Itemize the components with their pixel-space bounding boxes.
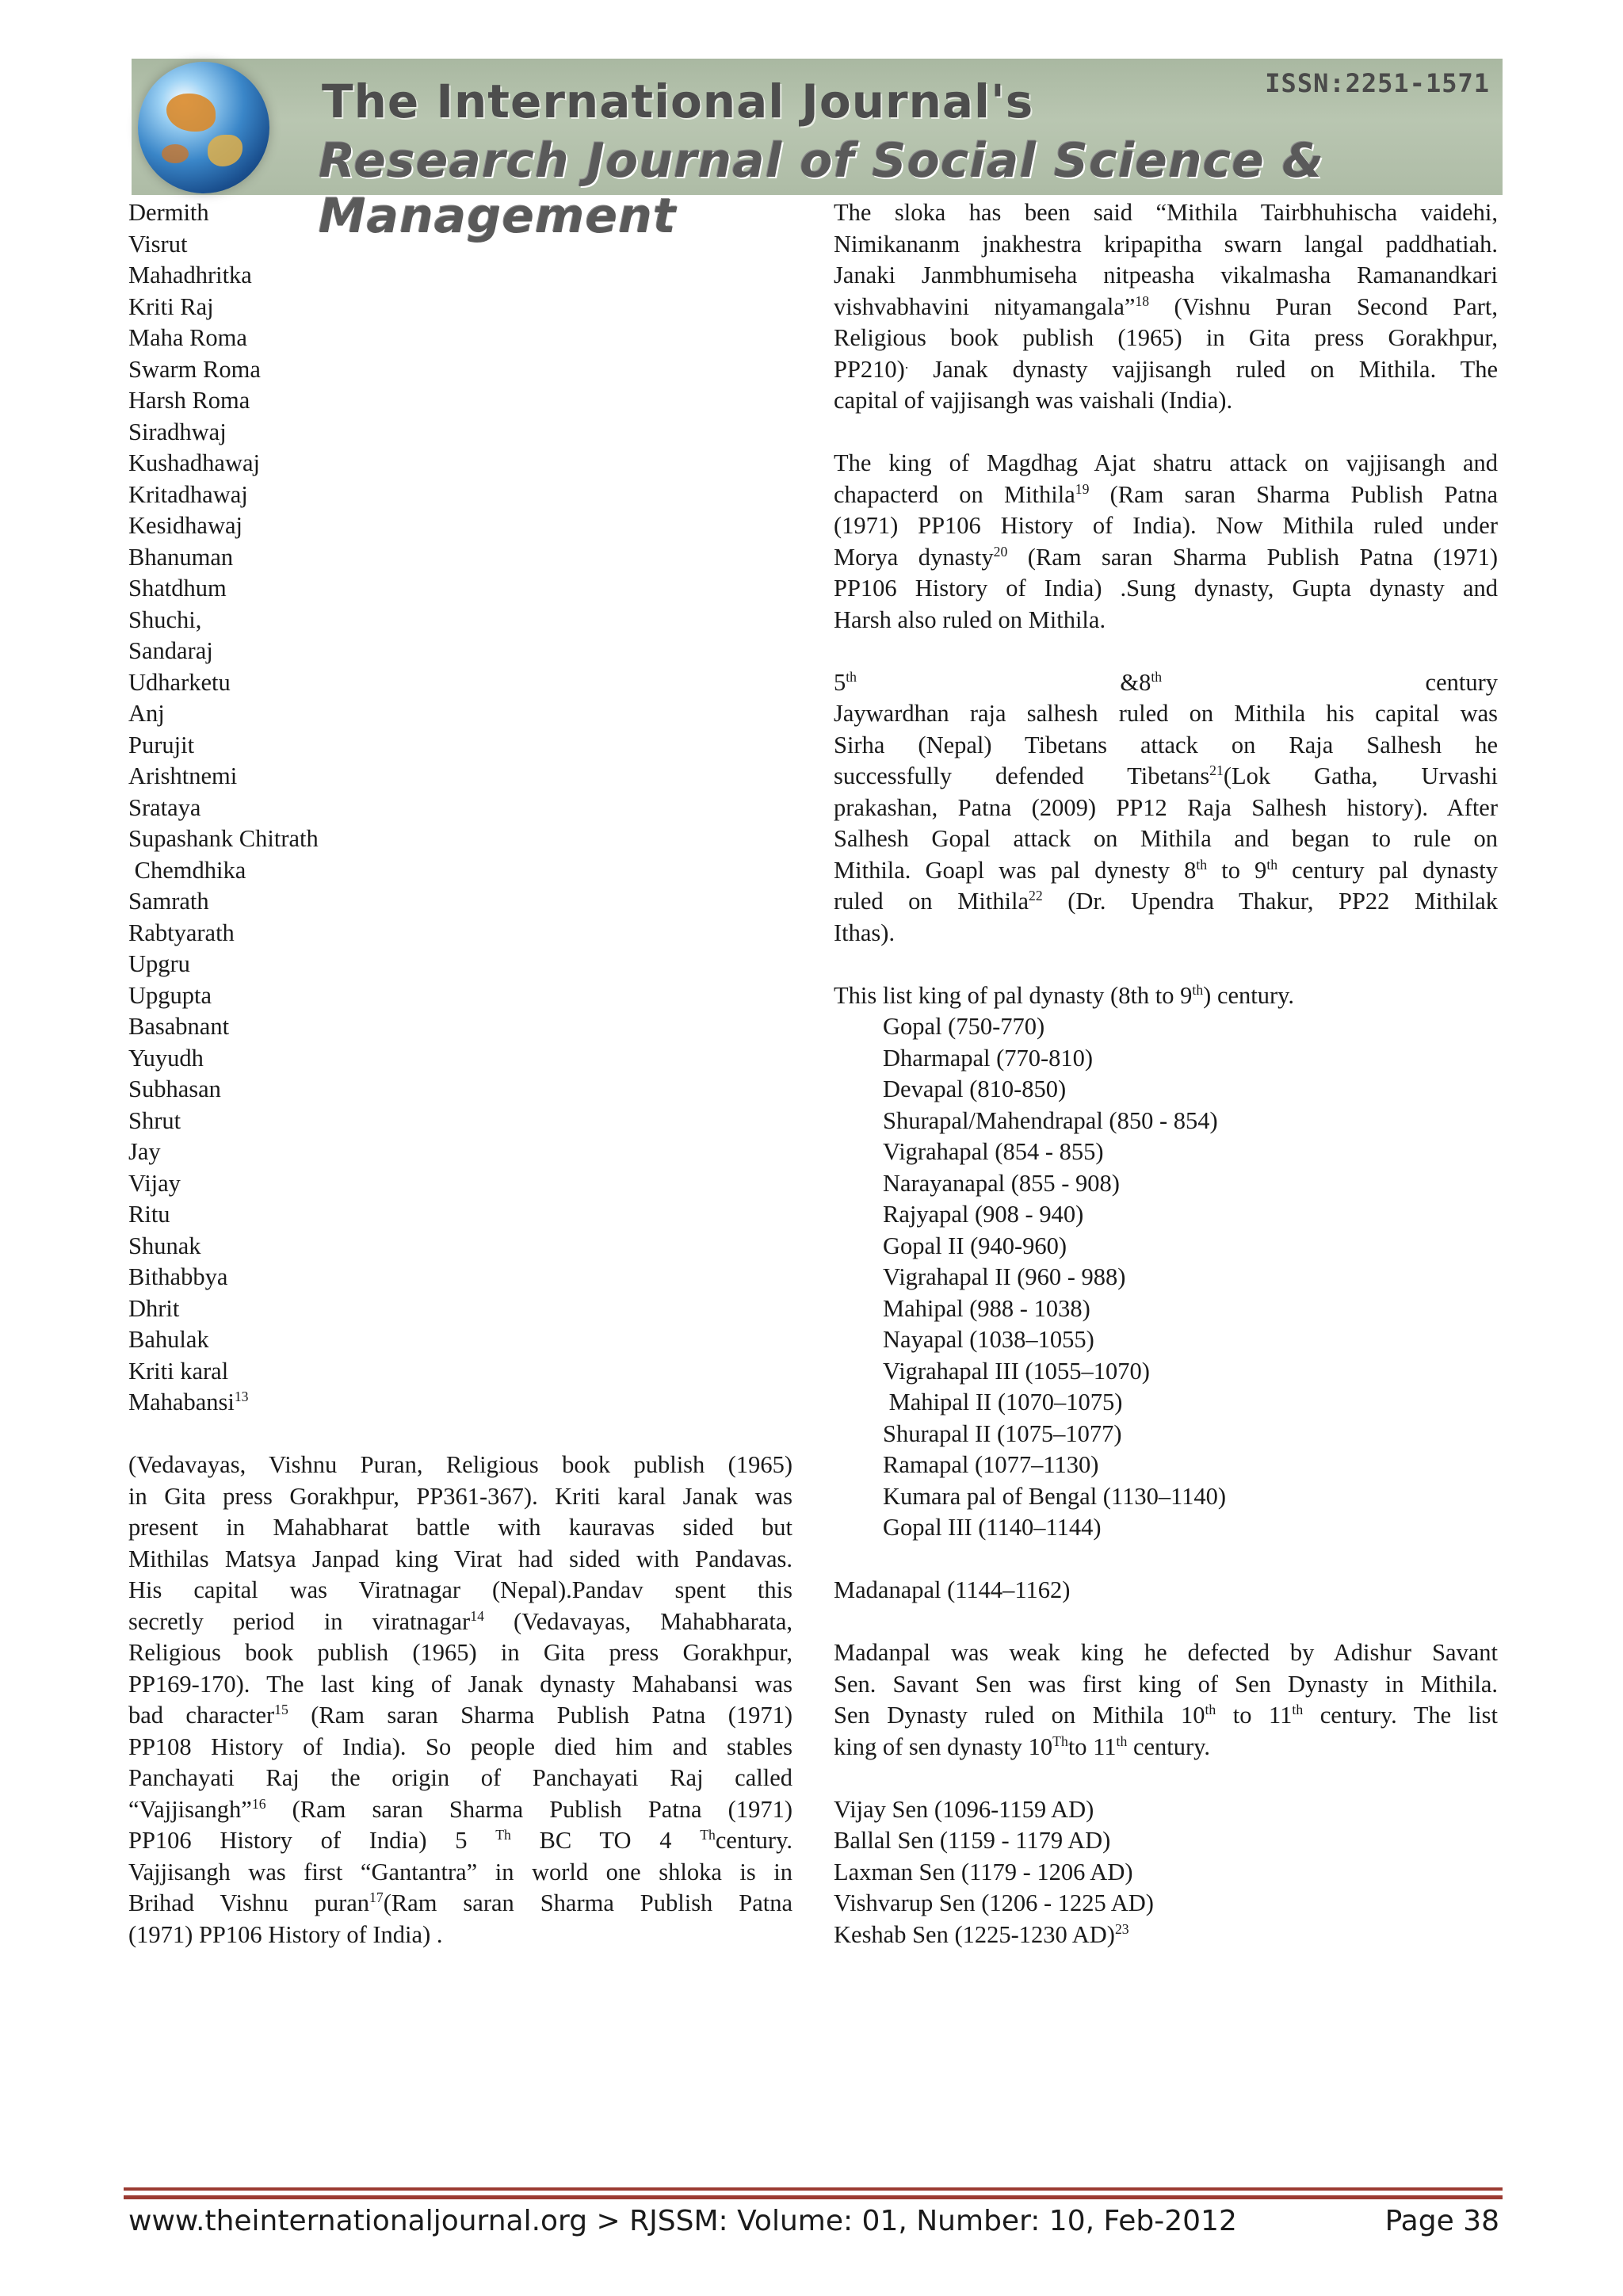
footnote-ref: 22 bbox=[1029, 887, 1043, 904]
footnote-ref: 17 bbox=[369, 1889, 384, 1905]
king-list-item: Supashank Chitrath bbox=[128, 825, 319, 852]
footnote-ref: 23 bbox=[1114, 1920, 1129, 1937]
footnote-ref: 16 bbox=[251, 1795, 266, 1812]
king-list-item: Samrath bbox=[128, 888, 209, 915]
king-list-item: Visrut bbox=[128, 230, 188, 258]
sloka-paragraph: The sloka has been said “Mithila Tairbhuhischa vaidehi, Nimikananm jnakhestra kripapitha swarn langal paddhatiah. Janaki Janmbhumiseha nitpeasha vikalmasha Ramanandkari vishvabhavini nityamangala”$^{18}$ (Vishnu Puran Second Part, Religious book publish (1965) in Gita press Gorakhpur, PP210). Janak dynasty vajjisangh ruled on Mithila. The capital of vajjisangh was vaishali (India). bbox=[834, 199, 1498, 414]
king-list-item: Swarm Roma bbox=[128, 355, 261, 383]
pal-king-item: Devapal (810-850) bbox=[883, 1075, 1067, 1102]
king-list-item: Bahulak bbox=[128, 1326, 209, 1353]
footer-rule bbox=[124, 2187, 1503, 2191]
king-list-item: Ritu bbox=[128, 1201, 170, 1228]
king-list-item: Shatdhum bbox=[128, 575, 227, 602]
king-list-item: Kushadhawaj bbox=[128, 449, 261, 476]
pal-king-item: Mahipal (988 - 1038) bbox=[883, 1294, 1090, 1322]
king-list-item: Chemdhika bbox=[128, 856, 246, 884]
king-list-item: Dermith bbox=[128, 199, 209, 226]
footnote-ref: 14 bbox=[470, 1607, 484, 1624]
pal-king-item: Gopal (750-770) bbox=[883, 1013, 1045, 1040]
page-number: Page 38 bbox=[1384, 2205, 1499, 2237]
king-list-item: Kriti Raj bbox=[128, 292, 214, 320]
pal-king-item: Vigrahapal III (1055–1070) bbox=[883, 1357, 1150, 1385]
left-column bbox=[128, 197, 792, 1950]
king-list-item: Purujit bbox=[128, 731, 195, 758]
king-list-item: Anj bbox=[128, 700, 165, 727]
footnote-ref: 18 bbox=[1135, 292, 1150, 309]
king-list-item: Vijay bbox=[128, 1169, 181, 1197]
globe-logo-icon bbox=[138, 62, 269, 193]
pal-king-item: Rajyapal (908 - 940) bbox=[883, 1201, 1084, 1228]
pal-king-item: Gopal III (1140–1144) bbox=[883, 1514, 1102, 1541]
pal-king-item: Dharmapal (770-810) bbox=[883, 1044, 1094, 1072]
footnote-ref: 19 bbox=[1075, 480, 1090, 497]
king-list-item: Srataya bbox=[128, 793, 201, 821]
king-list-item: Subhasan bbox=[128, 1075, 221, 1102]
madanapal-line: Madanapal (1144–1162) bbox=[834, 1576, 1071, 1603]
footnote-ref: 13 bbox=[234, 1388, 249, 1404]
king-list-item: Yuyudh bbox=[128, 1044, 204, 1072]
pal-king-item: Gopal II (940-960) bbox=[883, 1232, 1067, 1259]
king-list-item: Shuchi, bbox=[128, 606, 202, 633]
sen-paragraph: Madanpal was weak king he defected by Adishur Savant Sen. Savant Sen was first king of Sen Dynasty in Mithila. Sen Dynasty ruled on Mithila 10th to 11th century. The list king of sen dynasty 10Thto 11th century. bbox=[834, 1639, 1498, 1760]
left-paragraph: (Vedavayas, Vishnu Puran, Religious book publish (1965) in Gita press Gorakhpur, PP361-367). Kriti karal Janak was present in Mahabharat battle with kauravas sided but Mithilas Matsya Janpad king Virat had sided with Pandavas. His capital was Viratnagar (Nepal).Pandav spent this secretly period in viratnagar$^{14}$ (Vedavayas, Mahabharata, Religious book publish (1965) in Gita press Gorakhpur, PP169-170). The last king of Janak dynasty Mahabansi was bad character$^{15}$ (Ram saran Sharma Publish Patna (1971) PP108 History of India). So people died him and stables Panchayati Raj the origin of Panchayati Raj called “Vajjisangh”$^{16}$ (Ram saran Sharma Publish Patna (1971) PP106 History of India) 5 $^{Th}$ BC TO 4 $^{Th}$century. Vajjisangh was first “Gantantra” in world one shloka is in Brihad Vishnu puran$^{17}$(Ram saran Sharma Publish Patna (1971) PP106 History of India) . bbox=[128, 1451, 793, 1948]
king-list-item: Maha Roma bbox=[128, 324, 247, 351]
issn-label: ISSN:2251-1571 bbox=[1265, 68, 1490, 98]
pal-king-item: Vigrahapal II (960 - 988) bbox=[883, 1263, 1126, 1290]
king-list-item: Kesidhawaj bbox=[128, 512, 242, 539]
king-list-item: Dhrit bbox=[128, 1294, 180, 1322]
king-list-item: Upgupta bbox=[128, 981, 212, 1009]
journal-subtitle: Research Journal of Social Science & Management bbox=[319, 133, 1325, 244]
king-list-item: Harsh Roma bbox=[128, 387, 250, 414]
king-list-item: Mahadhritka bbox=[128, 262, 252, 288]
pal-king-item: Kumara pal of Bengal (1130–1140) bbox=[883, 1482, 1227, 1510]
sen-king-item: Vishvarup Sen (1206 - 1225 AD) bbox=[834, 1889, 1154, 1916]
king-list-item: Udharketu bbox=[128, 668, 231, 696]
sen-king-item: Vijay Sen (1096-1159 AD) bbox=[834, 1795, 1094, 1823]
king-list-item: Kriti karal bbox=[128, 1357, 229, 1385]
pal-king-item: Mahipal II (1070–1075) bbox=[883, 1389, 1123, 1415]
pal-king-item: Vigrahapal (854 - 855) bbox=[883, 1138, 1104, 1165]
king-list-item: Kritadhawaj bbox=[128, 480, 248, 508]
sen-king-list bbox=[834, 1794, 1498, 1920]
pal-list-intro: This list king of pal dynasty (8th to 9th) century. bbox=[834, 981, 1295, 1009]
king-list-item: Jay bbox=[128, 1138, 161, 1165]
footnote-ref: 20 bbox=[993, 543, 1008, 560]
footer-citation: www.theinternationaljournal.org > RJSSM: Volume: 01, Number: 10, Feb-2012 bbox=[128, 2205, 1237, 2237]
king-list-item: Basabnant bbox=[128, 1013, 230, 1040]
sen-king-item: Keshab Sen (1225-1230 AD)$^{23}$ bbox=[834, 1920, 1129, 1948]
king-list-item: Shunak bbox=[128, 1232, 201, 1259]
janak-king-list bbox=[128, 197, 792, 1387]
magadh-paragraph: The king of Magdhag Ajat shatru attack on vajjisangh and chapacterd on Mithila$^{19}$ (Ram saran Sharma Publish Patna (1971) PP106 History of India). Now Mithila ruled under Morya dynasty$^{20}$ (Ram saran Sharma Publish Patna (1971) PP106 History of India) .Sung dynasty, Gupta dynasty and Harsh also ruled on Mithila. bbox=[834, 449, 1498, 633]
king-list-item: Bhanuman bbox=[128, 543, 234, 571]
pal-king-item: Ramapal (1077–1130) bbox=[883, 1451, 1099, 1478]
king-list-item: Arishtnemi bbox=[128, 762, 238, 789]
footnote-ref: 15 bbox=[274, 1701, 288, 1717]
journal-title: The International Journal's bbox=[322, 74, 1034, 128]
pal-king-item: Nayapal (1038–1055) bbox=[883, 1326, 1094, 1353]
king-list-item: Upgru bbox=[128, 950, 190, 977]
king-list-item: Mahabansi$^{13}$ bbox=[128, 1388, 249, 1415]
king-list-item: Sandaraj bbox=[128, 637, 213, 664]
footnote-ref: 21 bbox=[1209, 762, 1224, 778]
king-list-item: Rabtyarath bbox=[128, 919, 235, 946]
pal-king-item: Shurapal II (1075–1077) bbox=[883, 1419, 1122, 1447]
salhesh-paragraph: 5th &8th century Jaywardhan raja salhesh ruled on Mithila his capital was Sirha (Nepal) Tibetans attack on Raja Salhesh he successfully defended Tibetans$^{21}$(Lok Gatha, Urvashi prakashan, Patna (2009) PP12 Raja Salhesh history). After Salhesh Gopal attack on Mithila and began to rule on Mithila. Goapl was pal dynesty 8th to 9th century pal dynasty ruled on Mithila$^{22}$ (Dr. Upendra Thakur, PP22 Mithilak Ithas). bbox=[834, 668, 1499, 946]
king-list-item: Siradhwaj bbox=[128, 418, 227, 445]
right-column bbox=[834, 197, 1498, 1950]
king-list-item: Bithabbya bbox=[128, 1263, 228, 1290]
pal-king-list bbox=[834, 1011, 1498, 1544]
pal-king-item: Shurapal/Mahendrapal (850 - 854) bbox=[883, 1106, 1218, 1134]
sen-king-item: Ballal Sen (1159 - 1179 AD) bbox=[834, 1827, 1111, 1854]
footer-rule bbox=[124, 2195, 1503, 2199]
king-list-item: Shrut bbox=[128, 1106, 181, 1134]
sen-king-item: Laxman Sen (1179 - 1206 AD) bbox=[834, 1858, 1133, 1885]
pal-king-item: Narayanapal (855 - 908) bbox=[883, 1169, 1120, 1197]
